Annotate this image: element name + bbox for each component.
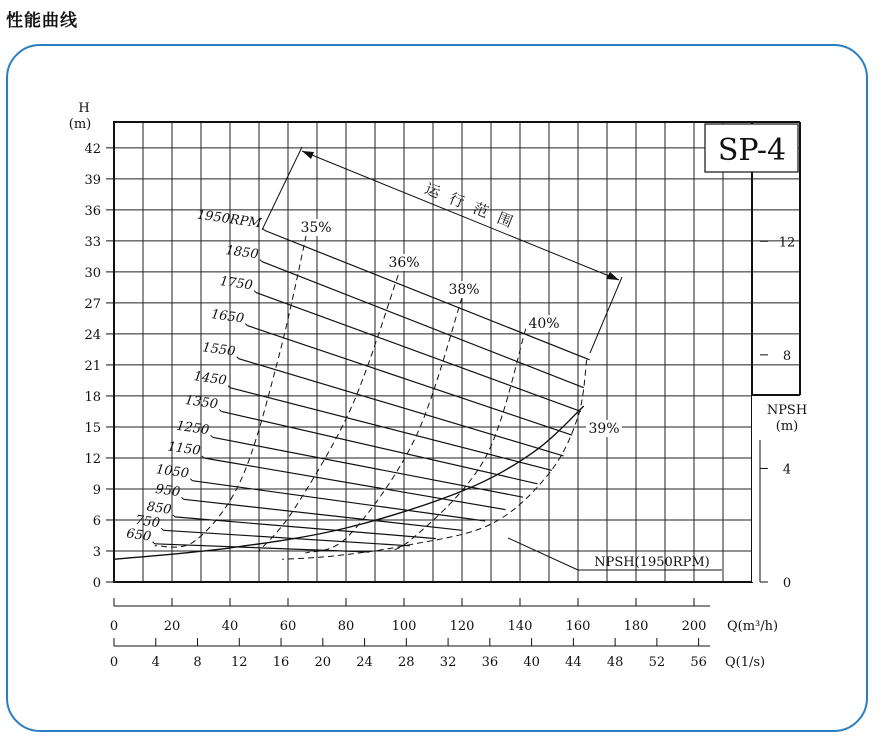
q-ls-tick-label: 28	[398, 655, 415, 670]
q-ls-tick-label: 32	[439, 655, 457, 670]
grid-lines-extension	[752, 148, 800, 365]
speed-curve	[163, 530, 409, 546]
q-ls-tick-label: 52	[648, 655, 666, 670]
q-ls-tick-label: 56	[690, 655, 707, 670]
operating-range-marker	[262, 147, 622, 353]
y-tick-label: 0	[92, 576, 101, 591]
efficiency-label: 36%	[388, 255, 420, 271]
speed-curve-label: 1750	[218, 274, 254, 294]
speed-curve	[239, 359, 564, 456]
speed-curve-label: 950	[154, 481, 182, 501]
y-tick-label: 24	[84, 327, 101, 343]
y-axis-unit: (m)	[68, 117, 92, 132]
speed-curve-label: 1550	[201, 340, 237, 360]
speed-curve	[184, 499, 462, 530]
q-m3h-tick-label: 120	[449, 619, 475, 634]
curve-labels	[125, 208, 622, 545]
speed-curve-label: 1150	[166, 439, 202, 459]
speed-curve-tick	[260, 260, 262, 262]
operating-range-label: 运行范围	[422, 179, 526, 236]
q-m3h-tick-label: 100	[391, 619, 417, 634]
speed-curve-tick	[219, 409, 221, 411]
y-tick-label: 36	[84, 203, 101, 219]
q-m3h-tick-label: 160	[565, 619, 591, 634]
speed-curve-tick	[173, 515, 175, 517]
y-tick-label: 12	[84, 451, 101, 467]
speed-curve-tick	[237, 357, 239, 359]
efficiency-label: 39%	[588, 421, 620, 437]
q-ls-tick-label: 24	[356, 655, 373, 670]
speed-curve-tick	[161, 528, 163, 530]
range-arrow-right	[606, 272, 619, 280]
q-m3h-tick-label: 40	[221, 619, 239, 634]
speed-curve-label: 1350	[183, 392, 219, 413]
speed-curve-tick	[153, 542, 155, 544]
speed-curve-label: 1950RPM	[195, 207, 263, 232]
y-tick-label: 39	[84, 172, 101, 188]
range-arrow-left	[302, 151, 314, 159]
speed-curve	[256, 293, 581, 412]
q-ls-tick-label: 40	[523, 655, 540, 670]
npsh-tick-label: 8	[782, 348, 792, 364]
efficiency-curve	[375, 329, 526, 551]
y-axis-label: H	[78, 101, 90, 116]
q-m3h-ticks	[110, 598, 707, 634]
speed-curve-tick	[263, 229, 265, 231]
speed-curve-label: 1650	[210, 307, 245, 327]
range-line	[302, 151, 619, 280]
y-tick-label: 9	[92, 482, 101, 498]
y-tick-label: 18	[84, 389, 101, 405]
npsh-tick-label: 0	[782, 576, 792, 591]
speed-curve	[192, 481, 485, 521]
npsh-leader	[508, 538, 578, 570]
q-ls-tick-label: 48	[606, 655, 624, 670]
q-m3h-tick-label: 20	[163, 619, 181, 634]
q-ls-tick-label: 20	[314, 655, 332, 670]
speed-curve-label: 1450	[192, 369, 228, 389]
q-m3h-tick-label: 80	[337, 619, 355, 634]
y-tick-label: 3	[92, 544, 101, 560]
speed-curve-label: 850	[145, 499, 173, 518]
y-tick-label: 21	[84, 358, 101, 374]
npsh-axis-unit: (m)	[775, 419, 799, 434]
model-label: SP-4	[717, 133, 787, 168]
y-ticks	[84, 142, 114, 591]
q-ls-tick-label: 36	[481, 655, 499, 670]
efficiency-label: 40%	[528, 316, 560, 332]
speed-curve-tick	[211, 435, 213, 437]
speed-curve-label: 1850	[224, 243, 260, 263]
q-m3h-tick-label: 140	[507, 619, 533, 634]
q-m3h-tick-label: 0	[109, 619, 119, 634]
efficiency-label: 35%	[300, 220, 332, 236]
q-ls-ticks	[110, 638, 707, 670]
q-ls-tick-label: 12	[231, 655, 248, 670]
q-ls-tick-label: 0	[109, 655, 119, 670]
speed-curve-tick	[254, 291, 256, 293]
speed-curve-tick	[190, 479, 192, 481]
npsh-tick-label: 4	[782, 462, 792, 478]
y-tick-label: 42	[84, 141, 101, 157]
speed-curve	[247, 326, 572, 436]
q-ls-tick-label: 44	[565, 655, 582, 670]
y-tick-label: 30	[84, 265, 101, 281]
y-tick-label: 6	[92, 513, 101, 529]
npsh-tick-label: 12	[778, 235, 796, 251]
y-tick-label: 27	[84, 296, 101, 312]
speed-curve-tick	[245, 324, 247, 326]
q-m3h-tick-label: 200	[681, 619, 707, 634]
q-m3h-tick-label: 180	[623, 619, 649, 634]
efficiency-label: 38%	[448, 282, 480, 298]
speed-curve-tick	[182, 497, 184, 499]
speed-curve-label: 1250	[175, 418, 211, 439]
npsh-axis-label: NPSH	[766, 403, 808, 418]
speed-curve-label: 650	[125, 526, 153, 545]
speed-curve-label: 750	[134, 512, 161, 532]
y-tick-label: 15	[84, 420, 101, 436]
q-ls-axis-label: Q(1/s)	[725, 655, 766, 670]
q-ls-tick-label: 16	[272, 655, 290, 670]
page-title: 性能曲线	[6, 11, 78, 31]
q-ls-tick-label: 8	[193, 655, 202, 670]
q-m3h-tick-label: 60	[279, 619, 297, 634]
speed-curve-label: 1050	[154, 462, 190, 482]
npsh-curve-label: NPSH(1950RPM)	[594, 555, 710, 570]
speed-curve	[265, 231, 590, 360]
y-tick-label: 33	[84, 234, 101, 250]
q-ls-tick-label: 4	[151, 655, 160, 670]
range-bound-left	[262, 147, 302, 230]
range-bound-right	[590, 277, 622, 353]
q-m3h-axis-label: Q(m³/h)	[727, 619, 779, 634]
